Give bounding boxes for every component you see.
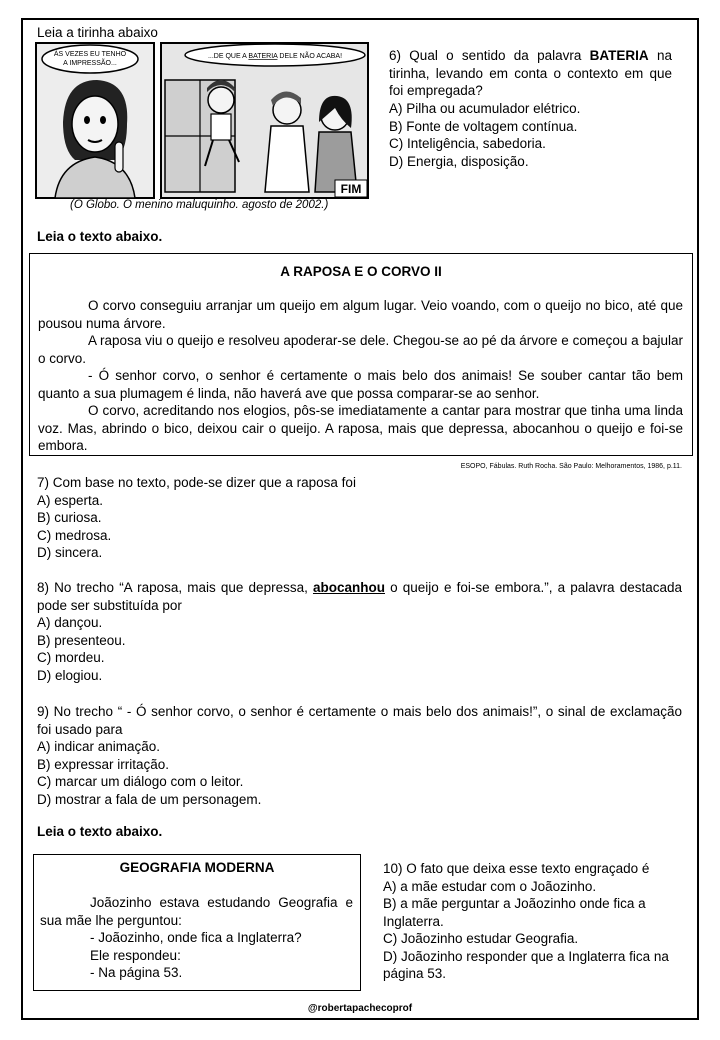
text1-body <box>38 297 683 455</box>
q10-option-d[interactable]: D) Joãozinho responder que a Inglaterra fica na página 53. <box>383 948 669 981</box>
q6-option-b[interactable]: B) Fonte de voltagem contínua. <box>389 118 578 134</box>
q8-option-b[interactable]: B) presenteou. <box>37 632 126 648</box>
mother-face <box>72 96 118 152</box>
comic-strip <box>35 42 370 200</box>
q9-option-a[interactable]: A) indicar animação. <box>37 739 161 754</box>
text2-line: - Na página 53. <box>90 965 183 980</box>
q10-stem: 10) O fato que deixa esse texto engraçado é <box>383 861 650 876</box>
q9-option-b[interactable]: B) expressar irritação. <box>37 756 170 772</box>
text2-line: Ele respondeu: <box>90 947 181 963</box>
q6-option-d[interactable]: D) Energia, disposição. <box>389 153 529 169</box>
footer-handle: @robertapachecoprof <box>307 1003 413 1014</box>
q10-option-a[interactable]: A) a mãe estudar com o Joãozinho. <box>383 878 597 894</box>
text1-title: A RAPOSA E O CORVO II <box>280 264 442 279</box>
text-box-raposa-corvo <box>29 253 693 456</box>
read-label-1: Leia o texto abaixo. <box>37 229 163 244</box>
q9 <box>37 703 682 808</box>
q9-stem: 9) No trecho “ - Ó senhor corvo, o senhor é certamente o mais belo dos animais!”, o sinal de exclamação foi usado para <box>37 704 682 737</box>
text1-source: ESOPO, Fábulas. Ruth Rocha. São Paulo: Melhoramentos, 1986, p.11. <box>460 463 682 470</box>
q7-option-d[interactable]: D) sincera. <box>37 545 103 560</box>
text-box-geografia <box>33 854 361 991</box>
balloon-2-text: ...DE QUE A BATERIA DELE NÃO ACABA! <box>207 53 343 60</box>
boy-head <box>208 87 234 113</box>
q9-option-d[interactable]: D) mostrar a fala de um personagem. <box>37 791 262 807</box>
mother-hand <box>115 142 123 172</box>
q9-option-c[interactable]: C) marcar um diálogo com o leitor. <box>37 774 244 789</box>
q10-option-b[interactable]: B) a mãe perguntar a Joãozinho onde fica a Inglaterra. <box>383 896 646 929</box>
text1-paragraph: A raposa viu o queijo e resolveu apoderar-se dele. Chegou-se ao pé da árvore e começou a bajular o corvo. <box>38 333 683 366</box>
q7-option-c[interactable]: C) medrosa. <box>37 527 112 543</box>
fim-label: FIM <box>340 182 362 196</box>
q10-option-c[interactable]: C) Joãozinho estudar Geografia. <box>383 931 579 946</box>
q7 <box>37 474 682 562</box>
text2-title: GEOGRAFIA MODERNA <box>119 860 275 875</box>
speech-balloon-1 <box>42 45 138 73</box>
q6-option-c[interactable]: C) Inteligência, sabedoria. <box>389 136 546 151</box>
q7-stem: 7) Com base no texto, pode-se dizer que a raposa foi <box>37 475 356 490</box>
q6-stem: 6) Qual o sentido da palavra BATERIA na tirinha, levando em conta o contexto em que foi empregada? <box>389 48 672 98</box>
text2-body <box>40 894 353 982</box>
q8 <box>37 579 682 684</box>
q6-options <box>389 100 679 170</box>
q7-option-a[interactable]: A) esperta. <box>37 492 104 508</box>
text2-line: - Joãozinho, onde fica a Inglaterra? <box>90 930 302 945</box>
q10 <box>383 860 683 983</box>
balloon-1-text-a: ÀS VEZES EU TENHO <box>53 51 127 58</box>
q8-option-a[interactable]: A) dançou. <box>37 615 103 630</box>
q6-option-a[interactable]: A) Pilha ou acumulador elétrico. <box>389 101 581 116</box>
intro-label: Leia a tirinha abaixo <box>37 25 158 40</box>
balloon-1-text-b: A IMPRESSÃO... <box>63 60 117 67</box>
text2-paragraph: Joãozinho estava estudando Geografia e sua mãe lhe perguntou: <box>40 895 353 928</box>
read-label-2: Leia o texto abaixo. <box>37 824 163 839</box>
q7-option-b[interactable]: B) curiosa. <box>37 510 102 525</box>
comic-caption: (O Globo. O menino maluquinho. agosto de 2002.) <box>70 199 329 211</box>
text1-paragraph: O corvo conseguiu arranjar um queijo em algum lugar. Veio voando, com o queijo no bico, até que pousou numa árvore. <box>38 298 683 331</box>
woman-1-body <box>265 126 309 192</box>
q8-option-c[interactable]: C) mordeu. <box>37 650 105 665</box>
boy-body <box>211 114 231 140</box>
q8-stem: 8) No trecho “A raposa, mais que depressa, abocanhou o queijo e foi-se embora.”, a palavra destacada pode ser substituída por <box>37 580 683 613</box>
q8-option-d[interactable]: D) elogiou. <box>37 667 103 683</box>
text1-paragraph: O corvo, acreditando nos elogios, pôs-se imediatamente a cantar para mostrar que tinha uma linda voz. Mas, abrindo o bico, deixou cair o queijo. A raposa, mais que depressa, abocanhou o queijo e foi-se embora. <box>38 403 683 453</box>
text1-paragraph: - Ó senhor corvo, o senhor é certamente o mais belo dos animais! Se souber cantar tão bem quanto a sua plumagem é linda, não haverá ave que possa comparar-se ao senhor. <box>38 368 683 401</box>
